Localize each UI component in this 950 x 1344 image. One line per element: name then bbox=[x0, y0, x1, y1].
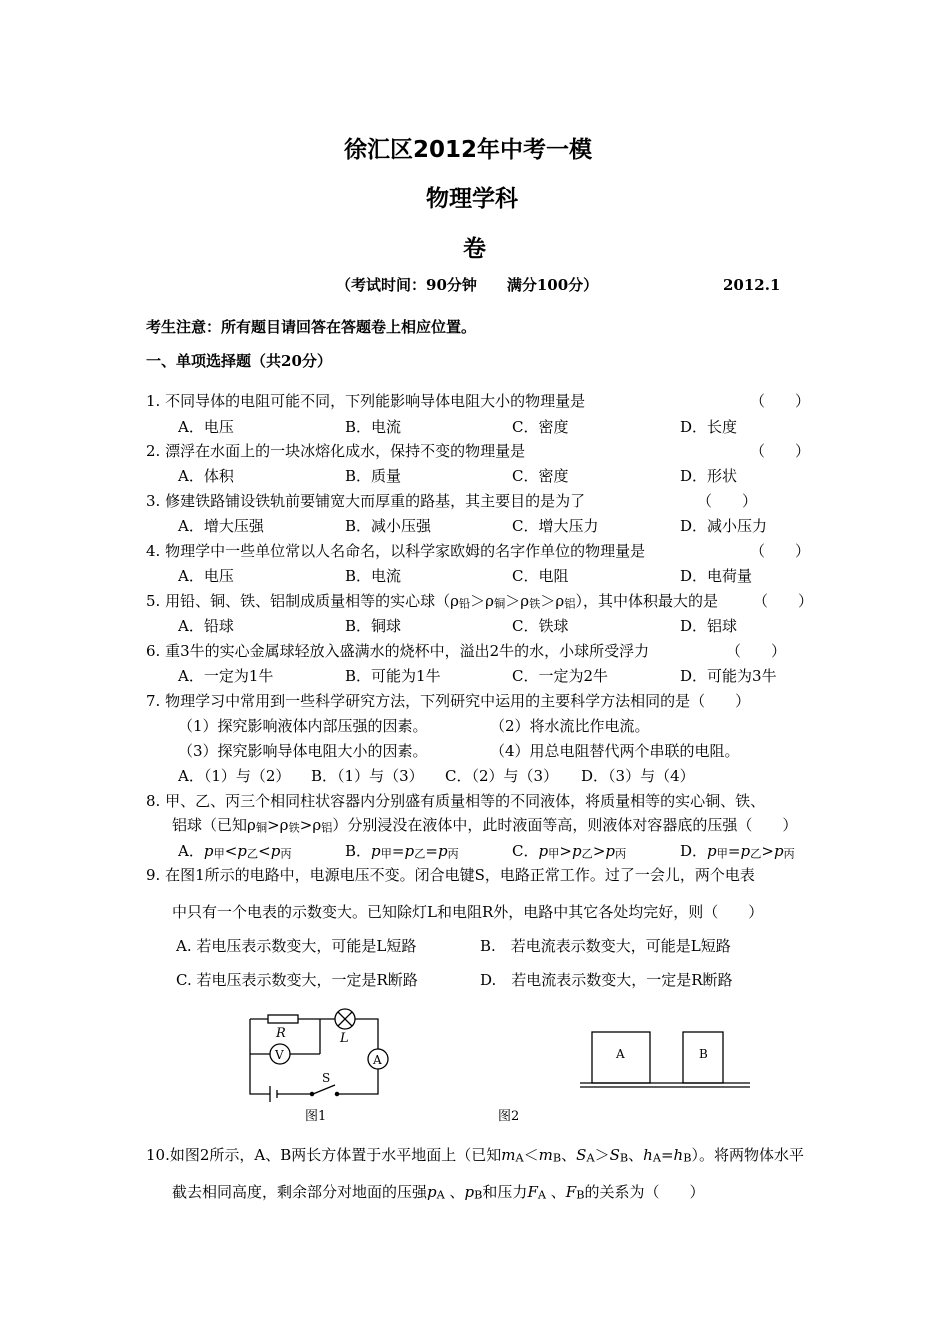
figure-2-caption: 图2 bbox=[498, 1109, 520, 1124]
q4-stem: 4. 物理学中一些单位常以人名命名，以科学家欧姆的名字作单位的物理量是 bbox=[146, 542, 646, 560]
q9-line-2: 中只有一个电表的示数变大。已知除灯L和电阻R外，电路中其它各处均完好，则（ ） bbox=[172, 903, 764, 921]
q2-stem: 2. 漂浮在水面上的一块冰熔化成水，保持不变的物理量是 bbox=[146, 442, 526, 460]
q8-option-c: C．p甲>p乙>p丙 bbox=[512, 842, 627, 861]
figure-1-circuit bbox=[240, 1004, 400, 1104]
q2-option-a: A．体积 bbox=[178, 467, 234, 485]
battery-symbol bbox=[270, 1086, 310, 1102]
figure-2-blocks bbox=[575, 1028, 755, 1094]
q4-option-a: A．电压 bbox=[178, 567, 234, 585]
resistor-symbol bbox=[268, 1015, 298, 1023]
q7-option-b: B．（1）与（3） bbox=[311, 767, 424, 785]
q6-option-c: C．一定为2牛 bbox=[512, 667, 609, 685]
notice: 考生注意：所有题目请回答在答题卷上相应位置。 bbox=[146, 318, 477, 336]
ground-line bbox=[580, 1083, 750, 1087]
q7-item-1: （1）探究影响液体内部压强的因素。 bbox=[178, 717, 428, 735]
q7-stem: 7. 物理学习中常用到一些科学研究方法，下列研究中运用的主要科学方法相同的是（ ） bbox=[146, 692, 751, 710]
q9-option-a: A. 若电压表示数变大，可能是L短路 bbox=[176, 937, 417, 955]
q7-option-c: C．（2）与（3） bbox=[445, 767, 559, 785]
q7-option-d: D．（3）与（4） bbox=[581, 767, 695, 785]
q1-stem: 1. 不同导体的电阻可能不同，下列能影响导体电阻大小的物理量是 bbox=[146, 392, 586, 410]
q7-option-a: A．（1）与（2） bbox=[178, 767, 291, 785]
q4-option-d: D．电荷量 bbox=[680, 567, 753, 585]
q2-option-b: B．质量 bbox=[345, 467, 402, 485]
q5-option-a: A．铅球 bbox=[178, 617, 234, 635]
q6-option-b: B．可能为1牛 bbox=[345, 667, 441, 685]
figure-1-caption: 图1 bbox=[305, 1109, 327, 1124]
lamp-label: L bbox=[340, 1031, 349, 1046]
q4-option-b: B．电流 bbox=[345, 567, 402, 585]
q3-option-b: B．减小压强 bbox=[345, 517, 432, 535]
exam-info: （考试时间：90分钟 满分100分） bbox=[336, 276, 599, 294]
q8-line-1: 8. 甲、乙、丙三个相同柱状容器内分别盛有质量相等的不同液体，将质量相等的实心铜、铁、 bbox=[146, 792, 766, 810]
q10-line-1: 10.如图2所示，A、B两长方体置于水平地面上（已知mA＜mB、SA＞SB、hA=hB）。将两物体水平 bbox=[146, 1146, 805, 1165]
q5-option-c: C．铁球 bbox=[512, 617, 569, 635]
top-wire bbox=[250, 1019, 378, 1094]
q8-option-d: D．p甲=p乙>p丙 bbox=[680, 842, 795, 861]
q1-option-a: A．电压 bbox=[178, 418, 234, 436]
q7-item-2: （2）将水流比作电流。 bbox=[490, 717, 650, 735]
q8-option-a: A．p甲<p乙<p丙 bbox=[178, 842, 292, 861]
q5-option-b: B．铜球 bbox=[345, 617, 402, 635]
voltmeter-label: V bbox=[275, 1048, 284, 1062]
q3-blank: （ ） bbox=[697, 492, 758, 510]
q9-option-d: D. 若电流表示数变大，一定是R断路 bbox=[480, 971, 733, 989]
q5-option-d: D．铝球 bbox=[680, 617, 738, 635]
q2-option-d: D．形状 bbox=[680, 467, 738, 485]
q4-blank: （ ） bbox=[750, 542, 811, 560]
resistor-label: R bbox=[276, 1026, 286, 1041]
q7-item-4: （4）用总电阻替代两个串联的电阻。 bbox=[490, 742, 740, 760]
exam-date: 2012.1 bbox=[723, 276, 781, 294]
title-line-2: 物理学科 bbox=[426, 186, 518, 212]
q6-blank: （ ） bbox=[726, 642, 787, 660]
switch-symbol bbox=[313, 1085, 335, 1094]
q2-blank: （ ） bbox=[750, 442, 811, 460]
q3-stem: 3. 修建铁路铺设铁轨前要铺宽大而厚重的路基，其主要目的是为了 bbox=[146, 492, 586, 510]
block-a-label: A bbox=[616, 1047, 625, 1061]
q1-option-b: B．电流 bbox=[345, 418, 402, 436]
title-line-1: 徐汇区2012年中考一模 bbox=[344, 137, 593, 163]
q7-item-3: （3）探究影响导体电阻大小的因素。 bbox=[178, 742, 428, 760]
q8-line-2: 铝球（已知ρ铜>ρ铁>ρ铝）分别浸没在液体中，此时液面等高，则液体对容器底的压强（ ） bbox=[172, 816, 798, 835]
q2-option-c: C．密度 bbox=[512, 467, 569, 485]
title-line-3: 卷 bbox=[463, 236, 486, 262]
q5-stem: 5. 用铅、铜、铁、铝制成质量相等的实心球（ρ铅＞ρ铜＞ρ铁＞ρ铝），其中体积最大的是 bbox=[146, 592, 718, 611]
q6-option-d: D．可能为3牛 bbox=[680, 667, 777, 685]
q1-blank: （ ） bbox=[750, 392, 811, 410]
q9-line-1: 9. 在图1所示的电路中，电源电压不变。闭合电键S，电路正常工作。过了一会儿，两个电表 bbox=[146, 866, 755, 884]
q6-stem: 6. 重3牛的实心金属球轻放入盛满水的烧杯中，溢出2牛的水，小球所受浮力 bbox=[146, 642, 650, 660]
q9-option-b: B. 若电流表示数变大，可能是L短路 bbox=[480, 937, 731, 955]
block-b-label: B bbox=[699, 1047, 708, 1061]
q4-option-c: C．电阻 bbox=[512, 567, 569, 585]
section-heading: 一、单项选择题（共20分） bbox=[146, 352, 332, 370]
ammeter-label: A bbox=[373, 1053, 382, 1067]
q8-option-b: B．p甲=p乙=p丙 bbox=[345, 842, 459, 861]
q3-option-c: C．增大压力 bbox=[512, 517, 599, 535]
q1-option-d: D．长度 bbox=[680, 418, 738, 436]
q10-line-2: 截去相同高度，剩余部分对地面的压强pA 、pB和压力FA 、FB的关系为（ ） bbox=[172, 1183, 705, 1202]
q3-option-d: D．减小压力 bbox=[680, 517, 768, 535]
q9-option-c: C. 若电压表示数变大，一定是R断路 bbox=[176, 971, 418, 989]
q1-option-c: C．密度 bbox=[512, 418, 569, 436]
switch-label: S bbox=[322, 1071, 331, 1085]
q3-option-a: A．增大压强 bbox=[178, 517, 264, 535]
q6-option-a: A．一定为1牛 bbox=[178, 667, 274, 685]
q5-blank: （ ） bbox=[753, 592, 814, 610]
